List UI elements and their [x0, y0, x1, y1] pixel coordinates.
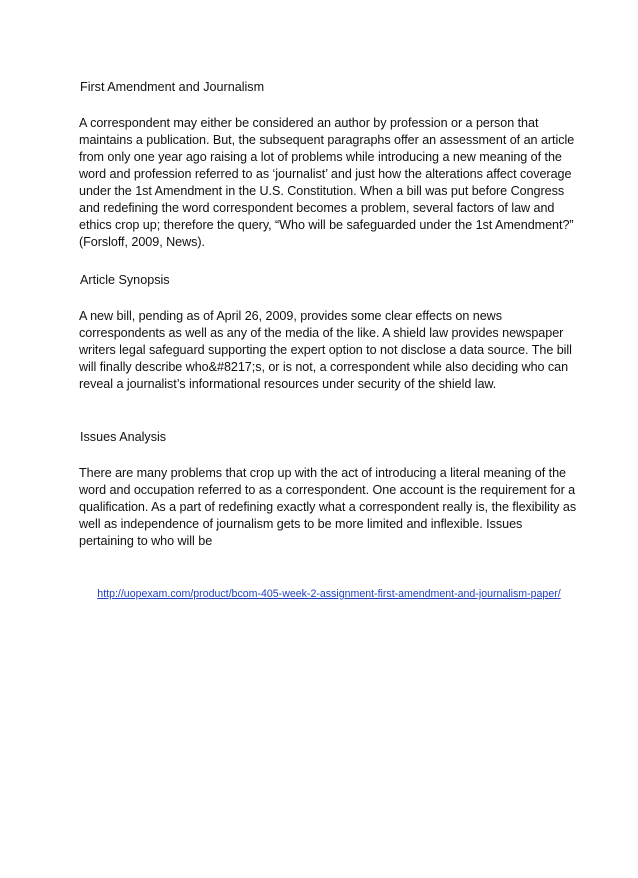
section-heading-article-synopsis: Article Synopsis: [80, 273, 170, 287]
paragraph-introduction: A correspondent may either be considered an author by profession or a person that maintains a publication. But, the subsequent paragraphs offer an assessment of an article from only one year ago raising a lot of problems while introducing a new meaning of the word and profession referred to as ‘journalist’ and just how the alterations affect coverage under the 1st Amendment in the U.S. Constitution. When a bill was put before Congress and redefining the word correspondent becomes a problem, several factors of law and ethics crop up; therefore the query, “Who will be safeguarded under the 1st Amendment?” (Forsloff, 2009, News).: [79, 116, 575, 249]
section-heading-first-amendment: First Amendment and Journalism: [80, 80, 265, 94]
product-link[interactable]: http://uopexam.com/product/bcom-405-week-2-assignment-first-amendment-and-journalism-paper/: [97, 588, 561, 600]
paragraph-issues: There are many problems that crop up with the act of introducing a literal meaning of the word and occupation referred to as a correspondent. One account is the requirement for a qualification. As a part of redefining exactly what a correspondent really is, the flexibility as well as independence of journalism gets to be more limited and inflexible. Issues pertaining to who will be: [79, 466, 577, 548]
section-heading-issues-analysis: Issues Analysis: [80, 430, 167, 444]
paragraph-synopsis: A new bill, pending as of April 26, 2009, provides some clear effects on news correspondents as well as any of the media of the like. A shield law provides newspaper writers legal safeguard supporting the expert option to not disclose a data source. The bill will finally describe who&#8217;s, or is not, a correspondent while also deciding who can reveal a journalist’s informational resources under security of the shield law.: [79, 309, 572, 391]
link-container: [70, 586, 588, 603]
